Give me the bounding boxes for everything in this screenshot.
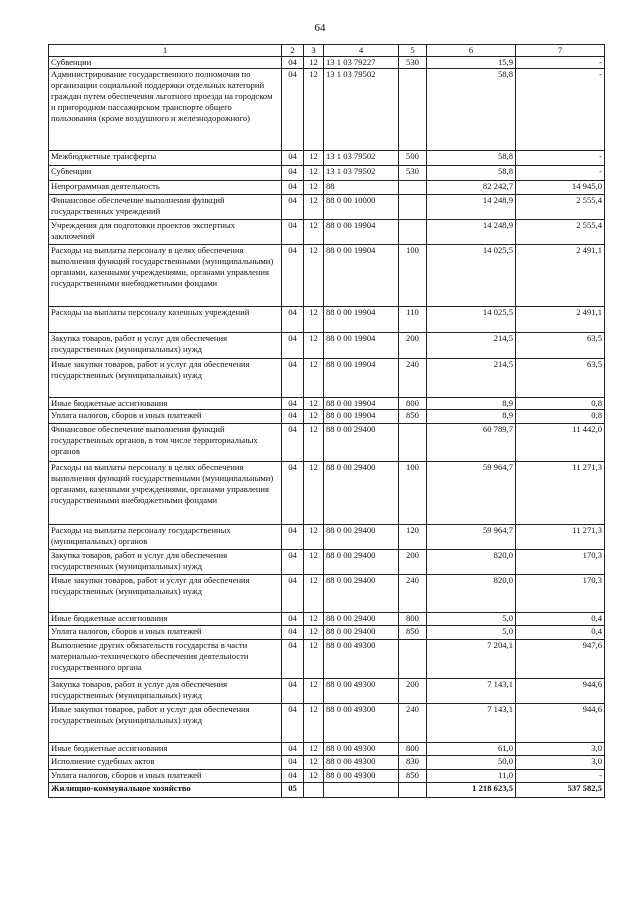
amount-actual-cell: - — [516, 69, 605, 151]
amount-actual-cell: 3,0 — [516, 743, 605, 756]
expense-type-cell: 830 — [399, 756, 427, 770]
row-name-cell: Иные закупки товаров, работ и услуг для обеспечения государственных (муниципальных) нужд — [49, 704, 282, 743]
subsection-code-cell: 12 — [304, 359, 324, 398]
row-name-cell: Субвенции — [49, 57, 282, 69]
table-row — [49, 181, 605, 195]
row-name-cell: Учреждения для подготовки проектов экспертных заключений — [49, 220, 282, 245]
table-row — [49, 220, 605, 245]
expense-type-cell: 800 — [399, 613, 427, 626]
table-row — [49, 166, 605, 181]
amount-plan-cell: 58,8 — [427, 166, 516, 181]
table-row — [49, 756, 605, 770]
section-code-cell: 04 — [282, 220, 304, 245]
amount-actual-cell: 170,3 — [516, 550, 605, 575]
table-row — [49, 359, 605, 398]
target-article-cell: 88 0 00 29400 — [324, 550, 399, 575]
row-name-cell: Иные бюджетные ассигнования — [49, 613, 282, 626]
row-name-cell: Закупка товаров, работ и услуг для обеспечения государственных (муниципальных) нужд — [49, 333, 282, 359]
target-article-cell: 13 1 03 79502 — [324, 166, 399, 181]
amount-plan-cell: 214,5 — [427, 333, 516, 359]
table-row — [49, 398, 605, 410]
target-article-cell: 88 — [324, 181, 399, 195]
amount-actual-cell: 2 555,4 — [516, 195, 605, 220]
amount-actual-cell: - — [516, 770, 605, 783]
amount-plan-cell: 5,0 — [427, 613, 516, 626]
subsection-code-cell: 12 — [304, 398, 324, 410]
column-header: 5 — [399, 45, 427, 57]
table-row — [49, 550, 605, 575]
table-body — [49, 57, 605, 798]
amount-plan-cell: 15,9 — [427, 57, 516, 69]
target-article-cell: 13 1 03 79502 — [324, 151, 399, 166]
table-row — [49, 424, 605, 462]
row-name-cell: Расходы на выплаты персоналу в целях обеспечения выполнения функций государственными (муниципальными) органами, казенными учреждениями, органами управления государственными внебюджетными фондами — [49, 462, 282, 525]
row-name-cell: Непрограммная деятельность — [49, 181, 282, 195]
subsection-code-cell: 12 — [304, 743, 324, 756]
amount-plan-cell: 59 964,7 — [427, 462, 516, 525]
amount-actual-cell: 2 491,1 — [516, 307, 605, 333]
target-article-cell: 13 1 03 79227 — [324, 57, 399, 69]
amount-actual-cell: 14 945,0 — [516, 181, 605, 195]
amount-actual-cell: - — [516, 151, 605, 166]
column-header: 3 — [304, 45, 324, 57]
amount-actual-cell: 0,8 — [516, 410, 605, 424]
amount-actual-cell: 537 582,5 — [516, 783, 605, 798]
table-row — [49, 57, 605, 69]
subsection-code-cell: 12 — [304, 613, 324, 626]
section-code-cell: 04 — [282, 770, 304, 783]
section-code-cell: 04 — [282, 195, 304, 220]
amount-plan-cell: 14 248,9 — [427, 220, 516, 245]
amount-actual-cell: 0,4 — [516, 626, 605, 640]
target-article-cell: 88 0 00 19904 — [324, 245, 399, 307]
expense-type-cell — [399, 195, 427, 220]
table-row — [49, 410, 605, 424]
expense-type-cell: 100 — [399, 245, 427, 307]
amount-actual-cell: 11 271,3 — [516, 462, 605, 525]
row-name-cell: Иные закупки товаров, работ и услуг для обеспечения государственных (муниципальных) нужд — [49, 575, 282, 613]
amount-plan-cell: 50,0 — [427, 756, 516, 770]
amount-actual-cell: 63,5 — [516, 359, 605, 398]
expense-type-cell: 850 — [399, 626, 427, 640]
amount-plan-cell: 60 789,7 — [427, 424, 516, 462]
target-article-cell: 88 0 00 49300 — [324, 704, 399, 743]
row-name-cell: Администрирование государственного полномочия по организации социальной поддержки отдельных категорий граждан путем обеспечения льготного проезда на городском и пригородном пассажирском транспорте общего пользования (кроме воздушного и железнодорожного) — [49, 69, 282, 151]
subsection-code-cell: 12 — [304, 756, 324, 770]
section-code-cell: 04 — [282, 626, 304, 640]
amount-actual-cell: 170,3 — [516, 575, 605, 613]
target-article-cell: 88 0 00 29400 — [324, 462, 399, 525]
target-article-cell: 88 0 00 29400 — [324, 626, 399, 640]
table-row — [49, 626, 605, 640]
subsection-code-cell: 12 — [304, 704, 324, 743]
section-code-cell: 05 — [282, 783, 304, 798]
amount-actual-cell: 944,6 — [516, 704, 605, 743]
table-header-row — [49, 45, 605, 57]
expense-type-cell: 850 — [399, 770, 427, 783]
table-row — [49, 245, 605, 307]
amount-plan-cell: 1 218 623,5 — [427, 783, 516, 798]
amount-plan-cell: 14 025,5 — [427, 245, 516, 307]
table-row — [49, 613, 605, 626]
subsection-code-cell: 12 — [304, 181, 324, 195]
row-name-cell: Исполнение судебных актов — [49, 756, 282, 770]
budget-table — [48, 44, 605, 798]
subsection-code-cell: 12 — [304, 424, 324, 462]
amount-actual-cell: 947,6 — [516, 640, 605, 679]
table-row — [49, 743, 605, 756]
section-code-cell: 04 — [282, 181, 304, 195]
row-name-cell: Жилищно-коммунальное хозяйство — [49, 783, 282, 798]
target-article-cell: 88 0 00 49300 — [324, 640, 399, 679]
table-row — [49, 69, 605, 151]
section-code-cell: 04 — [282, 166, 304, 181]
table-row — [49, 462, 605, 525]
section-code-cell: 04 — [282, 550, 304, 575]
amount-actual-cell: 0,4 — [516, 613, 605, 626]
table-row — [49, 770, 605, 783]
amount-actual-cell: 11 271,3 — [516, 525, 605, 550]
subsection-code-cell: 12 — [304, 550, 324, 575]
expense-type-cell: 530 — [399, 166, 427, 181]
subsection-code-cell: 12 — [304, 151, 324, 166]
target-article-cell: 88 0 00 29400 — [324, 525, 399, 550]
subsection-code-cell: 12 — [304, 679, 324, 704]
target-article-cell: 88 0 00 29400 — [324, 424, 399, 462]
expense-type-cell: 200 — [399, 333, 427, 359]
amount-plan-cell: 58,8 — [427, 69, 516, 151]
target-article-cell: 88 0 00 10000 — [324, 195, 399, 220]
target-article-cell: 88 0 00 19904 — [324, 220, 399, 245]
section-code-cell: 04 — [282, 704, 304, 743]
row-name-cell: Уплата налогов, сборов и иных платежей — [49, 410, 282, 424]
section-code-cell: 04 — [282, 640, 304, 679]
expense-type-cell: 120 — [399, 525, 427, 550]
amount-plan-cell: 8,9 — [427, 410, 516, 424]
row-name-cell: Финансовое обеспечение выполнения функций государственных учреждений — [49, 195, 282, 220]
row-name-cell: Уплата налогов, сборов и иных платежей — [49, 770, 282, 783]
subsection-code-cell: 12 — [304, 525, 324, 550]
amount-plan-cell: 59 964,7 — [427, 525, 516, 550]
target-article-cell — [324, 783, 399, 798]
expense-type-cell: 500 — [399, 151, 427, 166]
section-code-cell: 04 — [282, 410, 304, 424]
table-row — [49, 151, 605, 166]
target-article-cell: 88 0 00 49300 — [324, 770, 399, 783]
target-article-cell: 88 0 00 49300 — [324, 743, 399, 756]
column-header: 4 — [324, 45, 399, 57]
target-article-cell: 88 0 00 19904 — [324, 410, 399, 424]
expense-type-cell — [399, 220, 427, 245]
amount-plan-cell: 82 242,7 — [427, 181, 516, 195]
section-code-cell: 04 — [282, 756, 304, 770]
expense-type-cell: 240 — [399, 359, 427, 398]
amount-actual-cell: 2 555,4 — [516, 220, 605, 245]
subsection-code-cell: 12 — [304, 195, 324, 220]
page-number: 64 — [314, 22, 326, 34]
amount-actual-cell: - — [516, 166, 605, 181]
expense-type-cell — [399, 181, 427, 195]
amount-plan-cell: 7 204,1 — [427, 640, 516, 679]
section-code-cell: 04 — [282, 424, 304, 462]
amount-plan-cell: 14 248,9 — [427, 195, 516, 220]
section-code-cell: 04 — [282, 69, 304, 151]
amount-actual-cell: - — [516, 57, 605, 69]
amount-actual-cell: 11 442,0 — [516, 424, 605, 462]
row-name-cell: Расходы на выплаты персоналу государственных (муниципальных) органов — [49, 525, 282, 550]
row-name-cell: Межбюджетные трансферты — [49, 151, 282, 166]
subsection-code-cell: 12 — [304, 575, 324, 613]
section-code-cell: 04 — [282, 743, 304, 756]
subsection-code-cell: 12 — [304, 333, 324, 359]
table-row — [49, 525, 605, 550]
target-article-cell: 88 0 00 19904 — [324, 307, 399, 333]
target-article-cell: 88 0 00 19904 — [324, 359, 399, 398]
target-article-cell: 88 0 00 29400 — [324, 613, 399, 626]
subsection-code-cell: 12 — [304, 462, 324, 525]
amount-actual-cell: 0,8 — [516, 398, 605, 410]
section-code-cell: 04 — [282, 525, 304, 550]
column-header: 6 — [427, 45, 516, 57]
column-header: 1 — [49, 45, 282, 57]
section-code-cell: 04 — [282, 151, 304, 166]
row-name-cell: Иные бюджетные ассигнования — [49, 743, 282, 756]
row-name-cell: Закупка товаров, работ и услуг для обеспечения государственных (муниципальных) нужд — [49, 550, 282, 575]
section-code-cell: 04 — [282, 613, 304, 626]
table-row — [49, 679, 605, 704]
amount-plan-cell: 7 143,1 — [427, 704, 516, 743]
amount-plan-cell: 8,9 — [427, 398, 516, 410]
table-row — [49, 783, 605, 798]
amount-plan-cell: 820,0 — [427, 550, 516, 575]
section-code-cell: 04 — [282, 359, 304, 398]
section-code-cell: 04 — [282, 57, 304, 69]
expense-type-cell: 200 — [399, 550, 427, 575]
expense-type-cell — [399, 69, 427, 151]
expense-type-cell: 240 — [399, 704, 427, 743]
row-name-cell: Расходы на выплаты персоналу казенных учреждений — [49, 307, 282, 333]
section-code-cell: 04 — [282, 307, 304, 333]
target-article-cell: 88 0 00 29400 — [324, 575, 399, 613]
target-article-cell: 13 1 03 79502 — [324, 69, 399, 151]
column-header: 7 — [516, 45, 605, 57]
target-article-cell: 88 0 00 19904 — [324, 333, 399, 359]
expense-type-cell — [399, 424, 427, 462]
table-row — [49, 195, 605, 220]
expense-type-cell — [399, 640, 427, 679]
row-name-cell: Выполнение других обязательств государства в части материально-технического обеспечения деятельности государственного органа — [49, 640, 282, 679]
target-article-cell: 88 0 00 19904 — [324, 398, 399, 410]
table-row — [49, 640, 605, 679]
subsection-code-cell: 12 — [304, 626, 324, 640]
expense-type-cell: 800 — [399, 743, 427, 756]
subsection-code-cell: 12 — [304, 69, 324, 151]
amount-plan-cell: 7 143,1 — [427, 679, 516, 704]
amount-actual-cell: 63,5 — [516, 333, 605, 359]
section-code-cell: 04 — [282, 245, 304, 307]
subsection-code-cell: 12 — [304, 245, 324, 307]
subsection-code-cell: 12 — [304, 307, 324, 333]
amount-plan-cell: 14 025,5 — [427, 307, 516, 333]
expense-type-cell — [399, 783, 427, 798]
row-name-cell: Расходы на выплаты персоналу в целях обеспечения выполнения функций государственными (муниципальными) органами, казенными учреждениями, органами управления государственными внебюджетными фондами — [49, 245, 282, 307]
expense-type-cell: 100 — [399, 462, 427, 525]
amount-plan-cell: 61,0 — [427, 743, 516, 756]
amount-actual-cell: 2 491,1 — [516, 245, 605, 307]
subsection-code-cell: 12 — [304, 640, 324, 679]
table-row — [49, 307, 605, 333]
expense-type-cell: 240 — [399, 575, 427, 613]
expense-type-cell: 530 — [399, 57, 427, 69]
row-name-cell: Иные бюджетные ассигнования — [49, 398, 282, 410]
subsection-code-cell — [304, 783, 324, 798]
column-header: 2 — [282, 45, 304, 57]
row-name-cell: Финансовое обеспечение выполнения функций государственных органов, в том числе территориальных органов — [49, 424, 282, 462]
amount-plan-cell: 214,5 — [427, 359, 516, 398]
target-article-cell: 88 0 00 49300 — [324, 679, 399, 704]
amount-actual-cell: 944,6 — [516, 679, 605, 704]
section-code-cell: 04 — [282, 398, 304, 410]
expense-type-cell: 110 — [399, 307, 427, 333]
expense-type-cell: 200 — [399, 679, 427, 704]
table-row — [49, 333, 605, 359]
target-article-cell: 88 0 00 49300 — [324, 756, 399, 770]
table-row — [49, 704, 605, 743]
table-row — [49, 575, 605, 613]
section-code-cell: 04 — [282, 575, 304, 613]
section-code-cell: 04 — [282, 333, 304, 359]
section-code-cell: 04 — [282, 462, 304, 525]
expense-type-cell: 800 — [399, 398, 427, 410]
row-name-cell: Субвенции — [49, 166, 282, 181]
row-name-cell: Иные закупки товаров, работ и услуг для обеспечения государственных (муниципальных) нужд — [49, 359, 282, 398]
amount-plan-cell: 58,8 — [427, 151, 516, 166]
amount-plan-cell: 5,0 — [427, 626, 516, 640]
amount-plan-cell: 11,0 — [427, 770, 516, 783]
row-name-cell: Уплата налогов, сборов и иных платежей — [49, 626, 282, 640]
amount-plan-cell: 820,0 — [427, 575, 516, 613]
section-code-cell: 04 — [282, 679, 304, 704]
row-name-cell: Закупка товаров, работ и услуг для обеспечения государственных (муниципальных) нужд — [49, 679, 282, 704]
subsection-code-cell: 12 — [304, 57, 324, 69]
subsection-code-cell: 12 — [304, 166, 324, 181]
subsection-code-cell: 12 — [304, 220, 324, 245]
subsection-code-cell: 12 — [304, 410, 324, 424]
amount-actual-cell: 3,0 — [516, 756, 605, 770]
expense-type-cell: 850 — [399, 410, 427, 424]
subsection-code-cell: 12 — [304, 770, 324, 783]
